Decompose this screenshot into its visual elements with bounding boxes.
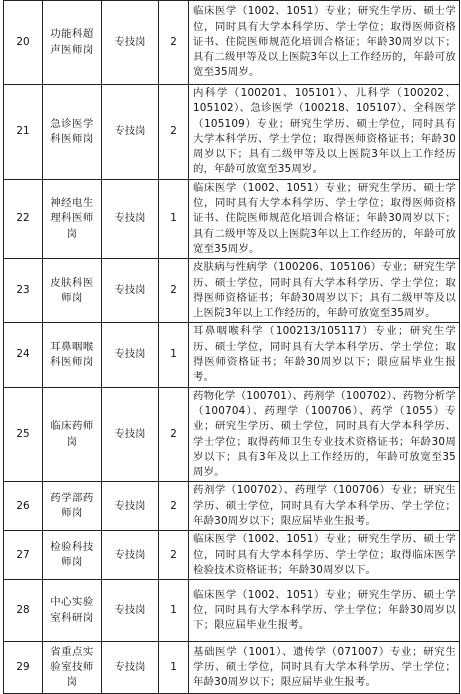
post-requirements: 药物化学（100701）、药剂学（100702）、药物分析学（100704）、药理学（100706）、药学（1055）专业；研究生学历、硕士学位，同时具有大学本科学历、学士学位；取得药师卫生专业技术资格证书；年龄30周岁以下；具有3年及以上工作经历的，年龄可放宽至35周岁。 [189,387,460,482]
post-type: 专技岗 [102,1,159,85]
post-type: 专技岗 [102,179,159,258]
post-name: 临床药师岗 [43,387,102,482]
post-name: 皮肤科医师岗 [43,259,102,323]
post-count: 1 [159,323,189,387]
post-count: 2 [159,387,189,482]
post-requirements: 临床医学（1002、1051）专业；研究生学历、硕士学位，同时具有大学本科学历、学士学位；年龄30周岁以下；限应届毕业生报考。 [189,580,460,642]
post-type: 专技岗 [102,642,159,694]
post-count: 2 [159,482,189,531]
post-count: 2 [159,1,189,85]
post-count: 1 [159,580,189,642]
post-name: 药学部药师岗 [43,482,102,531]
table-row [4,1,460,85]
table-row [4,259,460,323]
row-number: 27 [4,531,43,580]
post-type: 专技岗 [102,482,159,531]
table-row [4,85,460,180]
row-number: 29 [4,642,43,694]
table-row [4,642,460,694]
post-requirements: 临床医学（1002、1051）专业；研究生学历、硕士学位，同时具有大学本科学历、学士学位；取得医师资格证书、住院医师规范化培训合格证；年龄30周岁以下；具有二级甲等及以上医院3年以上工作经历的，年龄可放宽至35周岁。 [189,1,460,85]
post-count: 2 [159,531,189,580]
post-requirements: 耳鼻咽喉科学（100213/105117）专业；研究生学历、硕士学位，同时具有大学本科学历、学士学位；取得医师资格证书；年龄30周岁以下；限应届毕业生报考。 [189,323,460,387]
post-requirements: 基础医学（1001）、遗传学（071007）专业；研究生学历、硕士学位，同时具有大学本科学历、学士学位；年龄30周岁以下；限应届毕业生报考。 [189,642,460,694]
post-type: 专技岗 [102,323,159,387]
post-type: 专技岗 [102,387,159,482]
post-count: 1 [159,179,189,258]
post-count: 1 [159,642,189,694]
post-type: 专技岗 [102,259,159,323]
post-requirements: 皮肤病与性病学（100206、105106）专业；研究生学历、硕士学位，同时具有大学本科学历、学士学位；取得医师资格证书；年龄30周岁以下；具有二级甲等及以上医院3年以上工作经历的，年龄可放宽至35周岁。 [189,259,460,323]
post-count: 2 [159,85,189,180]
table-row [4,323,460,387]
row-number: 24 [4,323,43,387]
post-type: 专技岗 [102,85,159,180]
row-number: 26 [4,482,43,531]
post-name: 中心实验室科研岗 [43,580,102,642]
post-requirements: 临床医学（1002、1051）专业；研究生学历、硕士学位，同时具有大学本科学历、学士学位；取得临床医学检验技术资格证书；年龄30周岁以下。 [189,531,460,580]
post-name: 省重点实验室技师岗 [43,642,102,694]
post-name: 急诊医学科医师岗 [43,85,102,180]
table-row [4,482,460,531]
row-number: 25 [4,387,43,482]
post-name: 神经电生理科医师岗 [43,179,102,258]
post-name: 功能科超声医师岗 [43,1,102,85]
post-count: 2 [159,259,189,323]
post-name: 耳鼻咽喉科医师岗 [43,323,102,387]
row-number: 20 [4,1,43,85]
row-number: 21 [4,85,43,180]
post-name: 检验科技师岗 [43,531,102,580]
table-row [4,531,460,580]
table-row [4,580,460,642]
post-requirements: 内科学（100201、105101）、儿科学（100202、105102）、急诊医学（100218、105107）、全科医学（105109）专业；研究生学历、硕士学位，同时具有大学本科学历、学士学位；取得医师资格证书；年龄30周岁以下；具有二级甲等及以上医院3年以上工作经历的，年龄可放宽至35周岁。 [189,85,460,180]
table-row [4,179,460,258]
table-row [4,387,460,482]
post-type: 专技岗 [102,580,159,642]
post-type: 专技岗 [102,531,159,580]
recruitment-table [3,0,460,694]
post-requirements: 临床医学（1002、1051）专业；研究生学历、硕士学位，同时具有大学本科学历、学士学位；取得医师资格证书、住院医师规范化培训合格证；年龄30周岁以下；具有二级甲等及以上医院3年以上工作经历的，年龄可放宽至35周岁。 [189,179,460,258]
row-number: 22 [4,179,43,258]
row-number: 23 [4,259,43,323]
row-number: 28 [4,580,43,642]
post-requirements: 药剂学（100702）、药理学（100706）专业；研究生学历、硕士学位，同时具有大学本科学历、学士学位；年龄30周岁以下；限应届毕业生报考。 [189,482,460,531]
